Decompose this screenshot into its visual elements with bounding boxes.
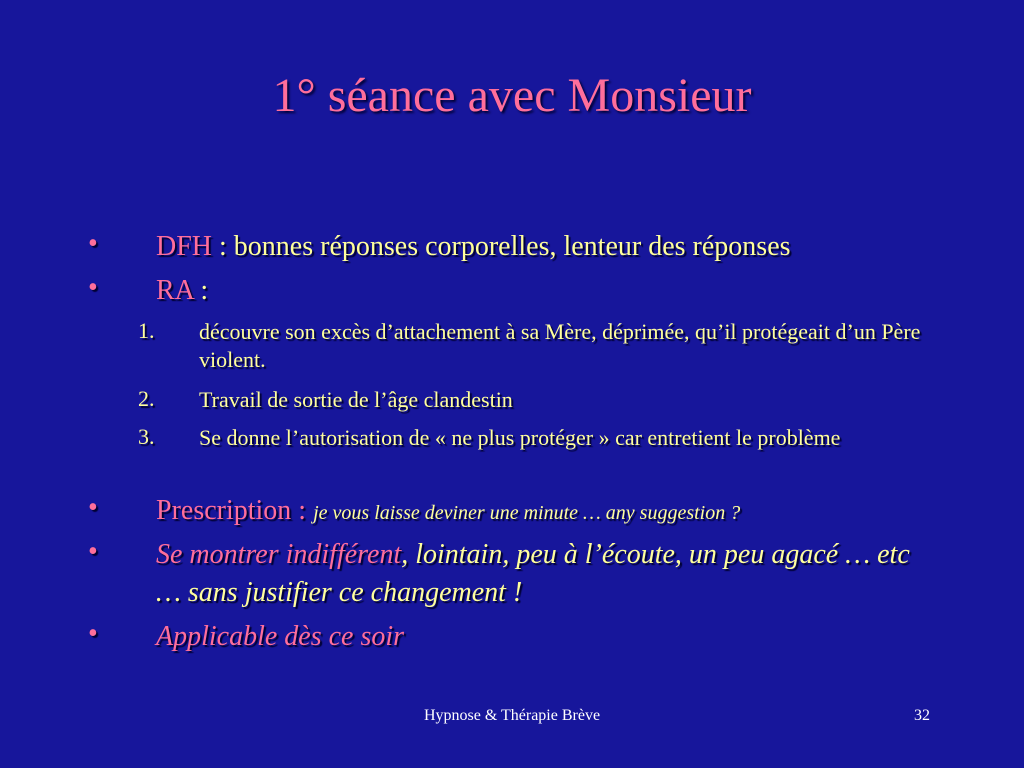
bullet-keyword: Applicable dès ce soir: [156, 621, 405, 652]
bullet-marker: •: [88, 228, 98, 259]
bullet-description: : bonnes réponses corporelles, lenteur des réponses: [212, 231, 791, 262]
bullet-text: [156, 492, 956, 532]
item-number: 3.: [138, 424, 155, 449]
bullet-marker: •: [88, 492, 98, 523]
bullet-text: [156, 536, 916, 612]
page-number: 32: [914, 707, 930, 724]
item-text: Se donne l’autorisation de « ne plus protéger » car entretient le problème: [199, 425, 841, 450]
item-number: 1.: [138, 318, 155, 343]
bullet-marker: •: [88, 536, 98, 567]
footer-title: Hypnose & Thérapie Brève: [423, 707, 601, 724]
bullet-text: [156, 272, 956, 310]
bullet-description: , lointain, peu à l’écoute, un peu agacé … etc … sans justifier ce changement !: [156, 539, 910, 608]
bullet-keyword: Se montrer indifférent: [156, 539, 402, 570]
bullet-description: :: [193, 275, 209, 306]
item-text: Travail de sortie de l’âge clandestin: [199, 387, 513, 412]
bullet-marker: •: [88, 618, 98, 649]
item-number: 2.: [138, 386, 155, 411]
slide-title: 1° séance avec Monsieur: [272, 69, 752, 122]
item-text: découvre son excès d’attachement à sa Mère, déprimée, qu’il protégeait d’un Père violent.: [199, 319, 921, 372]
bullet-text: [156, 618, 956, 656]
bullet-keyword: DFH: [156, 231, 213, 262]
bullet-marker: •: [88, 272, 98, 303]
bullet-text: [156, 228, 956, 266]
bullet-keyword: RA: [156, 275, 194, 306]
bullet-description: je vous laisse deviner une minute … any suggestion ?: [313, 502, 741, 524]
bullet-keyword: Prescription :: [156, 495, 314, 526]
